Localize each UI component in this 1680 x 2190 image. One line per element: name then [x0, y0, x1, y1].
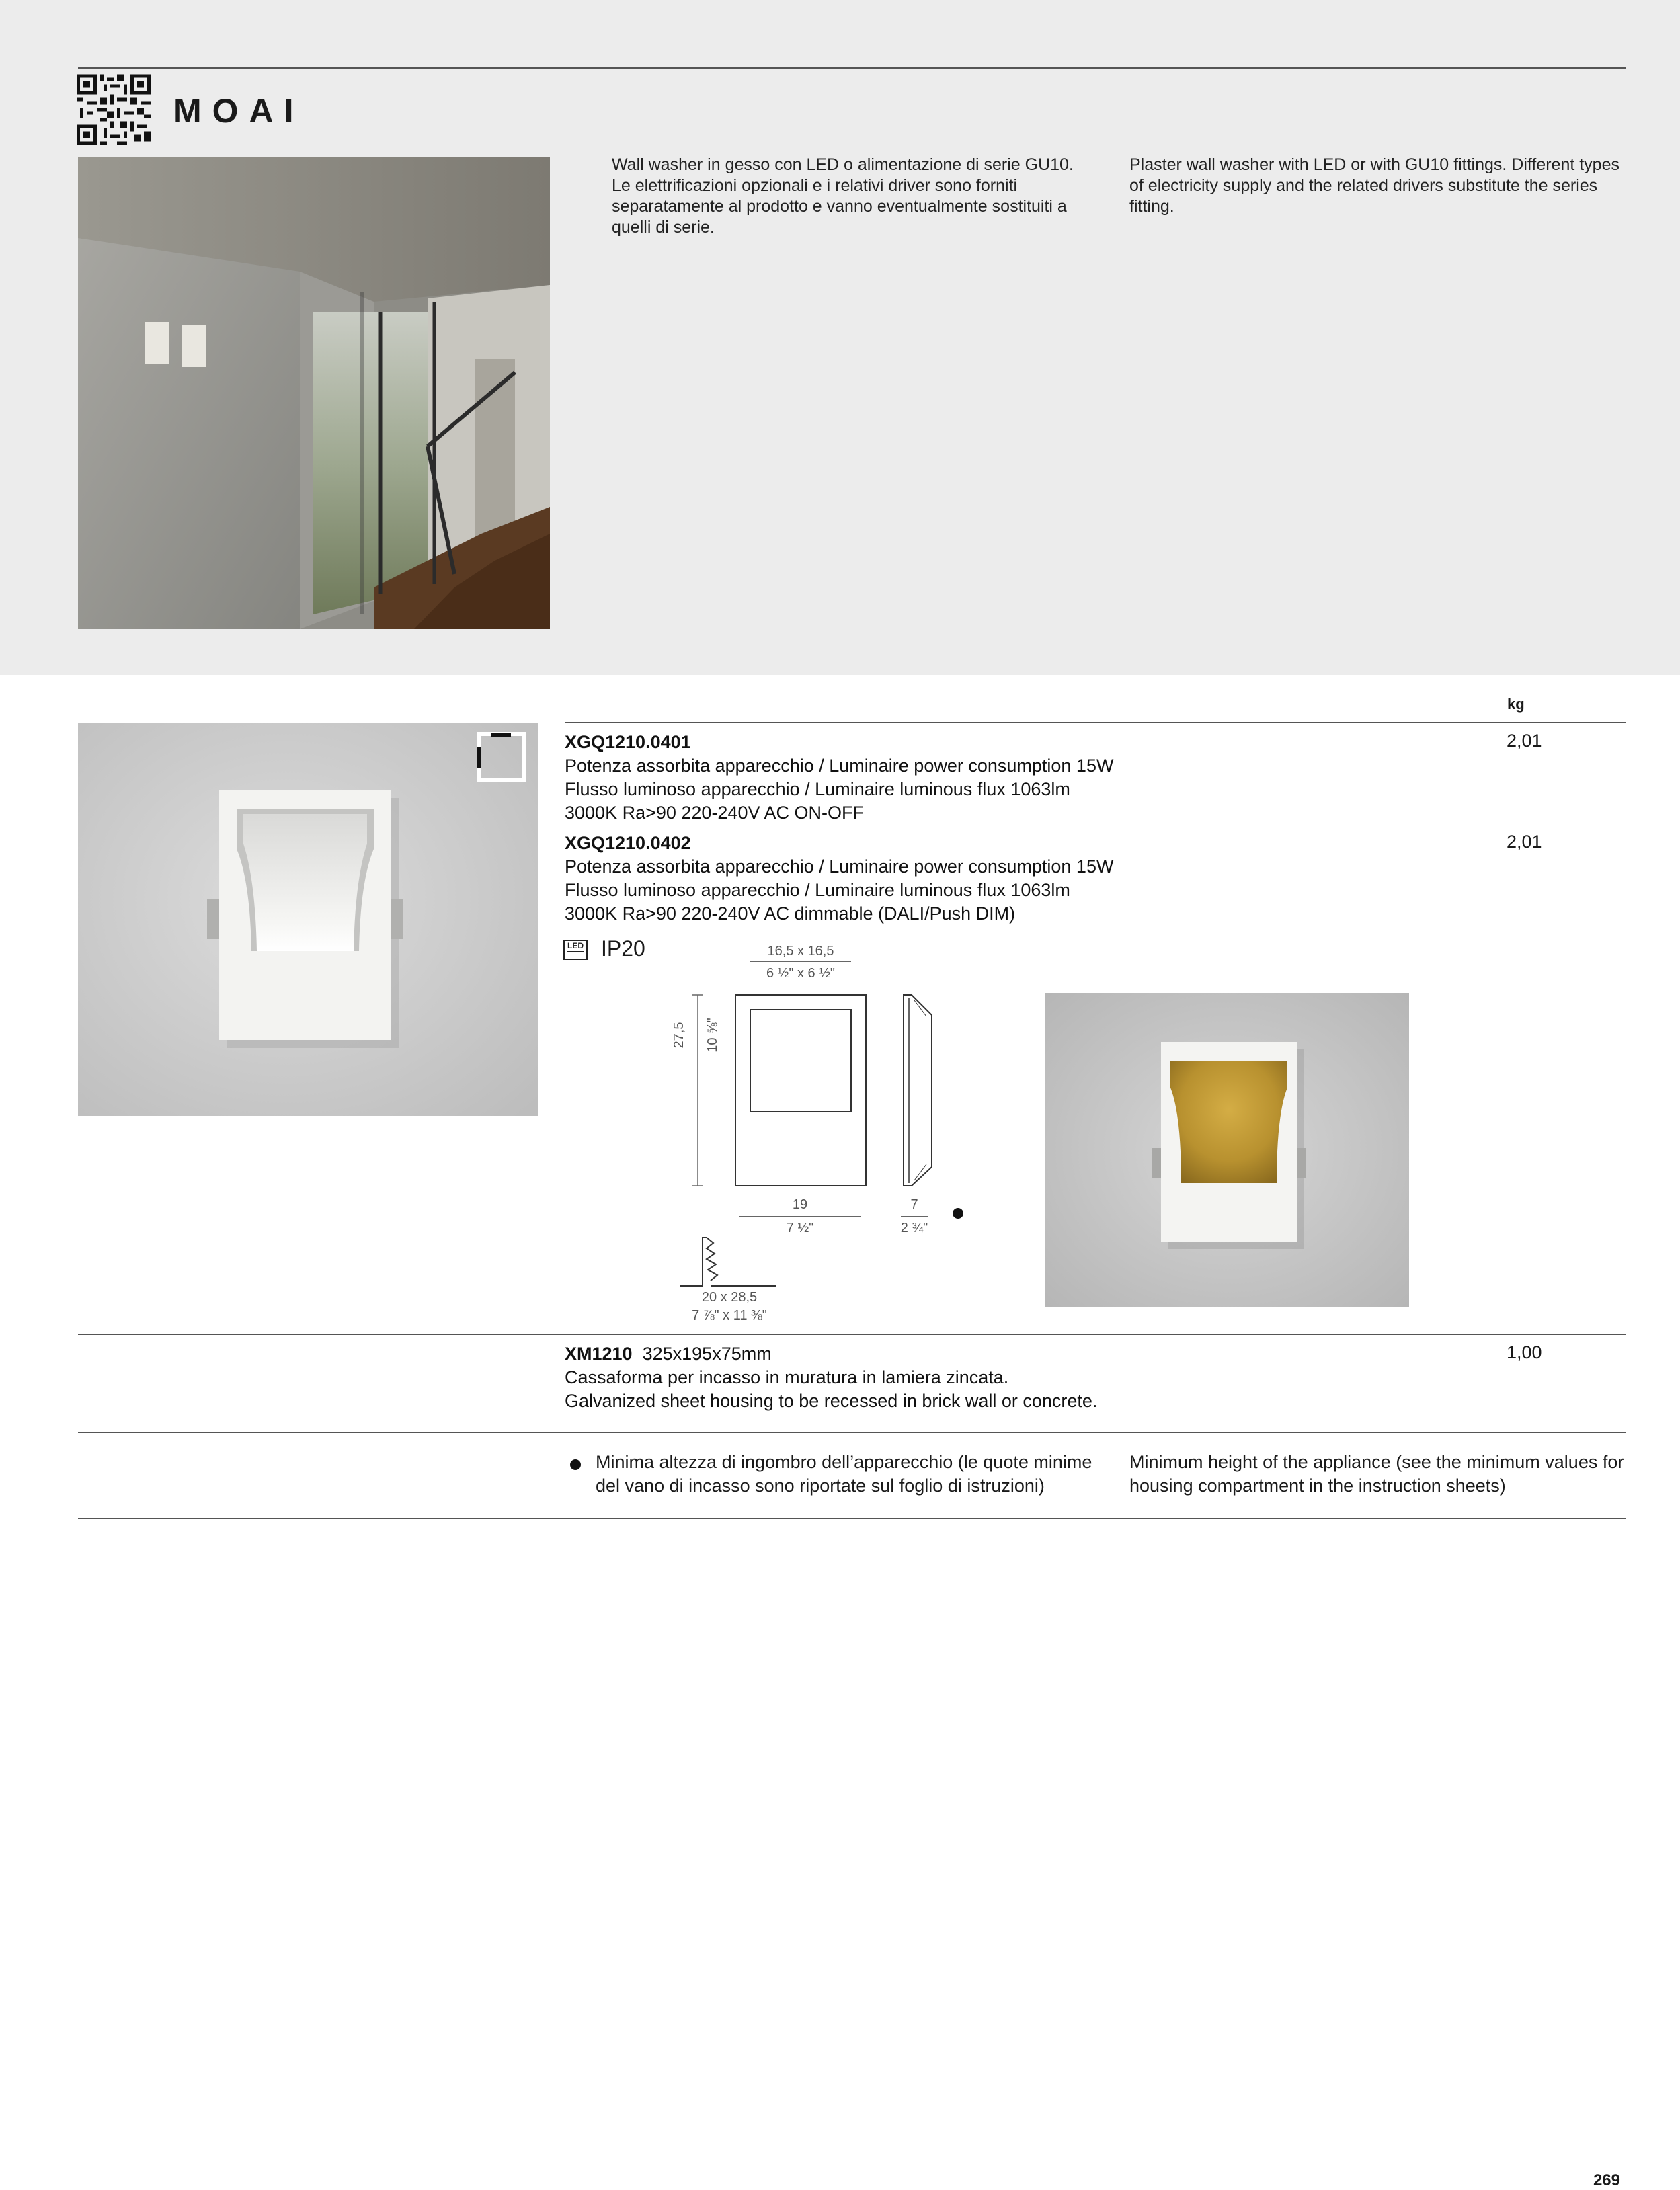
accessory-size: 325x195x75mm [642, 1344, 772, 1364]
product-entry-1 [565, 731, 1439, 825]
dim-depth-line [901, 1216, 928, 1217]
product-code-2: XGQ1210.0402 [565, 833, 691, 853]
product-1-line-3: 3000K Ra>90 220-240V AC ON-OFF [565, 803, 864, 823]
page-title: MOAI [173, 92, 305, 130]
top-rule [78, 67, 1626, 69]
product-2-line-1: Potenza assorbita apparecchio / Luminaire power consumption 15W [565, 856, 1114, 877]
product-photo [78, 723, 538, 1116]
dim-front-cm: 16,5 x 16,5 [767, 944, 834, 959]
led-icon: LED [563, 940, 588, 960]
accessory-weight: 1,00 [1507, 1342, 1542, 1363]
dim-depth-cm: 7 [910, 1197, 918, 1212]
accessory-line-1: Cassaforma per incasso in muratura in lamiera zincata. [565, 1367, 1009, 1387]
accessory-code: XM1210 [565, 1344, 633, 1364]
product-2-line-3: 3000K Ra>90 220-240V AC dimmable (DALI/Push DIM) [565, 903, 1016, 924]
ip-rating: IP20 [601, 936, 645, 961]
qr-code-icon[interactable] [77, 74, 151, 145]
bullet-icon [953, 1208, 963, 1219]
footnote-english: Minimum height of the appliance (see the minimum values for housing compartment in the instruction sheets) [1129, 1452, 1624, 1496]
gold-leaf-variant-photo [1045, 993, 1409, 1307]
table-rule-top [565, 722, 1626, 723]
product-1-line-2: Flusso luminoso apparecchio / Luminaire luminous flux 1063lm [565, 779, 1070, 799]
cutout-symbol [676, 1233, 783, 1287]
dim-front-in: 6 ½" x 6 ½" [766, 966, 836, 981]
footnote-bullet-icon [570, 1459, 581, 1470]
dim-width-line [739, 1216, 861, 1217]
product-code-1: XGQ1210.0401 [565, 732, 691, 752]
product-2-weight: 2,01 [1507, 832, 1542, 852]
recessed-icon [476, 731, 527, 782]
dim-height-cm: 27,5 [672, 1022, 686, 1049]
dim-depth-in: 2 ¾" [900, 1221, 928, 1235]
description-italian: Wall washer in gesso con LED o alimentazione di serie GU10. Le elettrificazioni opzionali e i relativi driver sono forniti separatamente al prodotto e vanno eventualmente sostituiti a quelli di serie. [612, 155, 1074, 237]
accessory-line-2: Galvanized sheet housing to be recessed in brick wall or concrete. [565, 1391, 1098, 1411]
product-1-line-1: Potenza assorbita apparecchio / Luminaire power consumption 15W [565, 756, 1114, 776]
table-rule-3 [78, 1518, 1626, 1519]
page-number: 269 [1593, 2171, 1620, 2189]
dim-width-in: 7 ½" [786, 1221, 814, 1235]
footnote-italian: Minima altezza di ingombro dell’apparecchio (le quote minime del vano di incasso sono riportate sul foglio di istruzioni) [596, 1452, 1092, 1496]
accessory-entry [565, 1342, 1439, 1413]
table-rule-2 [78, 1432, 1626, 1433]
product-1-weight: 2,01 [1507, 731, 1542, 751]
dim-front-line [750, 961, 851, 962]
product-entry-2 [565, 832, 1439, 926]
product-2-line-2: Flusso luminoso apparecchio / Luminaire luminous flux 1063lm [565, 880, 1070, 900]
table-rule-1 [78, 1334, 1626, 1335]
dim-width-cm: 19 [792, 1197, 808, 1212]
dim-cutout-cm: 20 x 28,5 [701, 1290, 758, 1305]
room-photo [78, 157, 550, 629]
description-english: Plaster wall washer with LED or with GU10 fittings. Different types of electricity supply and the related drivers substitute the series fitting. [1129, 155, 1619, 216]
dim-cutout-in: 7 ⅞" x 11 ⅜" [692, 1308, 767, 1323]
dim-height-in: 10 ⅝" [705, 1018, 720, 1053]
weight-column-header: kg [1507, 696, 1525, 713]
